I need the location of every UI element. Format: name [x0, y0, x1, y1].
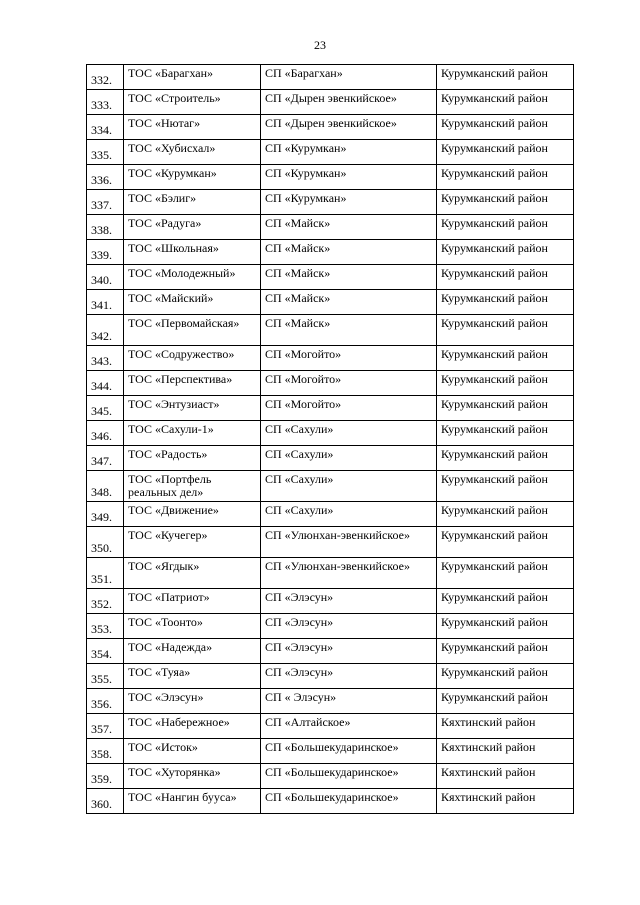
settlement-name: СП «Сахули» — [261, 421, 437, 446]
table-row — [87, 90, 574, 115]
row-number: 332. — [87, 65, 124, 90]
district-name: Курумканский район — [437, 346, 574, 371]
tos-name: ТОС «Элэсун» — [124, 689, 261, 714]
row-number: 355. — [87, 664, 124, 689]
settlement-name: СП «Майск» — [261, 240, 437, 265]
row-number: 360. — [87, 789, 124, 814]
district-name: Курумканский район — [437, 614, 574, 639]
settlement-name: СП «Дырен эвенкийское» — [261, 90, 437, 115]
row-number: 356. — [87, 689, 124, 714]
table-row — [87, 396, 574, 421]
tos-name: ТОС «Перспектива» — [124, 371, 261, 396]
table-row — [87, 240, 574, 265]
tos-name: ТОС «Барагхан» — [124, 65, 261, 90]
settlement-name: СП «Курумкан» — [261, 165, 437, 190]
settlement-name: СП «Элэсун» — [261, 589, 437, 614]
row-number: 343. — [87, 346, 124, 371]
table-row — [87, 764, 574, 789]
settlement-name: СП «Могойто» — [261, 371, 437, 396]
settlement-name: СП «Могойто» — [261, 346, 437, 371]
row-number: 336. — [87, 165, 124, 190]
tos-name: ТОС «Исток» — [124, 739, 261, 764]
settlement-name: СП «Могойто» — [261, 396, 437, 421]
row-number: 341. — [87, 290, 124, 315]
tos-name: ТОС «Энтузиаст» — [124, 396, 261, 421]
row-number: 359. — [87, 764, 124, 789]
district-name: Курумканский район — [437, 371, 574, 396]
district-name: Курумканский район — [437, 558, 574, 589]
row-number: 337. — [87, 190, 124, 215]
settlement-name: СП « Элэсун» — [261, 689, 437, 714]
district-name: Курумканский район — [437, 421, 574, 446]
tos-name: ТОС «Нангин бууса» — [124, 789, 261, 814]
settlement-name: СП «Большекударинское» — [261, 789, 437, 814]
tos-name: ТОС «Тоонто» — [124, 614, 261, 639]
district-name: Курумканский район — [437, 471, 574, 502]
district-name: Кяхтинский район — [437, 764, 574, 789]
tos-name: ТОС «Курумкан» — [124, 165, 261, 190]
table-row — [87, 421, 574, 446]
row-number: 348. — [87, 471, 124, 502]
row-number: 358. — [87, 739, 124, 764]
district-name: Курумканский район — [437, 140, 574, 165]
tos-name: ТОС «Хуторянка» — [124, 764, 261, 789]
district-name: Курумканский район — [437, 396, 574, 421]
settlement-name: СП «Большекударинское» — [261, 739, 437, 764]
row-number: 335. — [87, 140, 124, 165]
table-row — [87, 789, 574, 814]
settlement-name: СП «Сахули» — [261, 446, 437, 471]
district-name: Курумканский район — [437, 65, 574, 90]
settlement-name: СП «Майск» — [261, 265, 437, 290]
table-row — [87, 527, 574, 558]
district-name: Курумканский район — [437, 115, 574, 140]
tos-name: ТОС «Содружество» — [124, 346, 261, 371]
table-row — [87, 471, 574, 502]
table-row — [87, 446, 574, 471]
table-row — [87, 290, 574, 315]
tos-name: ТОС «Строитель» — [124, 90, 261, 115]
settlement-name: СП «Элэсун» — [261, 614, 437, 639]
row-number: 351. — [87, 558, 124, 589]
tos-name: ТОС «Хубисхал» — [124, 140, 261, 165]
settlement-name: СП «Улюнхан-эвенкийское» — [261, 558, 437, 589]
row-number: 353. — [87, 614, 124, 639]
district-name: Курумканский район — [437, 527, 574, 558]
table-row — [87, 371, 574, 396]
row-number: 334. — [87, 115, 124, 140]
district-name: Курумканский район — [437, 290, 574, 315]
district-name: Кяхтинский район — [437, 739, 574, 764]
settlement-name: СП «Барагхан» — [261, 65, 437, 90]
district-name: Курумканский район — [437, 240, 574, 265]
tos-name: ТОС «Портфель реальных дел» — [124, 471, 261, 502]
row-number: 345. — [87, 396, 124, 421]
table-row — [87, 689, 574, 714]
district-name: Курумканский район — [437, 446, 574, 471]
tos-name: ТОС «Набережное» — [124, 714, 261, 739]
settlement-name: СП «Майск» — [261, 290, 437, 315]
table-row — [87, 140, 574, 165]
row-number: 342. — [87, 315, 124, 346]
tos-name: ТОС «Сахули-1» — [124, 421, 261, 446]
tos-name: ТОС «Первомайская» — [124, 315, 261, 346]
table-row — [87, 589, 574, 614]
district-name: Курумканский район — [437, 315, 574, 346]
district-name: Кяхтинский район — [437, 789, 574, 814]
district-name: Курумканский район — [437, 502, 574, 527]
settlement-name: СП «Алтайское» — [261, 714, 437, 739]
district-name: Курумканский район — [437, 589, 574, 614]
row-number: 349. — [87, 502, 124, 527]
row-number: 346. — [87, 421, 124, 446]
table-row — [87, 639, 574, 664]
table-row — [87, 315, 574, 346]
row-number: 357. — [87, 714, 124, 739]
tos-name: ТОС «Патриот» — [124, 589, 261, 614]
tos-name: ТОС «Школьная» — [124, 240, 261, 265]
row-number: 347. — [87, 446, 124, 471]
row-number: 352. — [87, 589, 124, 614]
district-name: Кяхтинский район — [437, 714, 574, 739]
page-number: 23 — [314, 38, 326, 52]
table-row — [87, 558, 574, 589]
district-name: Курумканский район — [437, 689, 574, 714]
settlement-name: СП «Сахули» — [261, 502, 437, 527]
table-row — [87, 115, 574, 140]
tos-name: ТОС «Радость» — [124, 446, 261, 471]
tos-name: ТОС «Радуга» — [124, 215, 261, 240]
row-number: 333. — [87, 90, 124, 115]
settlement-name: СП «Улюнхан-эвенкийское» — [261, 527, 437, 558]
tos-name: ТОС «Надежда» — [124, 639, 261, 664]
row-number: 339. — [87, 240, 124, 265]
settlement-name: СП «Майск» — [261, 315, 437, 346]
tos-name: ТОС «Кучегер» — [124, 527, 261, 558]
table-row — [87, 614, 574, 639]
row-number: 350. — [87, 527, 124, 558]
table-row — [87, 346, 574, 371]
district-name: Курумканский район — [437, 265, 574, 290]
table-row — [87, 265, 574, 290]
district-name: Курумканский район — [437, 664, 574, 689]
settlement-name: СП «Сахули» — [261, 471, 437, 502]
tos-name: ТОС «Ягдык» — [124, 558, 261, 589]
table-row — [87, 714, 574, 739]
table-row — [87, 502, 574, 527]
table-row — [87, 215, 574, 240]
row-number: 344. — [87, 371, 124, 396]
tos-registry-table — [86, 64, 574, 814]
district-name: Курумканский район — [437, 639, 574, 664]
settlement-name: СП «Элэсун» — [261, 664, 437, 689]
district-name: Курумканский район — [437, 215, 574, 240]
district-name: Курумканский район — [437, 165, 574, 190]
table-row — [87, 664, 574, 689]
tos-name: ТОС «Нютаг» — [124, 115, 261, 140]
tos-name: ТОС «Молодежный» — [124, 265, 261, 290]
row-number: 338. — [87, 215, 124, 240]
tos-name: ТОС «Майский» — [124, 290, 261, 315]
table-row — [87, 739, 574, 764]
table-row — [87, 165, 574, 190]
tos-name: ТОС «Движение» — [124, 502, 261, 527]
table-row — [87, 65, 574, 90]
district-name: Курумканский район — [437, 190, 574, 215]
tos-name: ТОС «Бэлиг» — [124, 190, 261, 215]
table-row — [87, 190, 574, 215]
settlement-name: СП «Курумкан» — [261, 140, 437, 165]
row-number: 340. — [87, 265, 124, 290]
settlement-name: СП «Курумкан» — [261, 190, 437, 215]
settlement-name: СП «Майск» — [261, 215, 437, 240]
row-number: 354. — [87, 639, 124, 664]
tos-name: ТОС «Туяа» — [124, 664, 261, 689]
settlement-name: СП «Большекударинское» — [261, 764, 437, 789]
district-name: Курумканский район — [437, 90, 574, 115]
settlement-name: СП «Дырен эвенкийское» — [261, 115, 437, 140]
settlement-name: СП «Элэсун» — [261, 639, 437, 664]
